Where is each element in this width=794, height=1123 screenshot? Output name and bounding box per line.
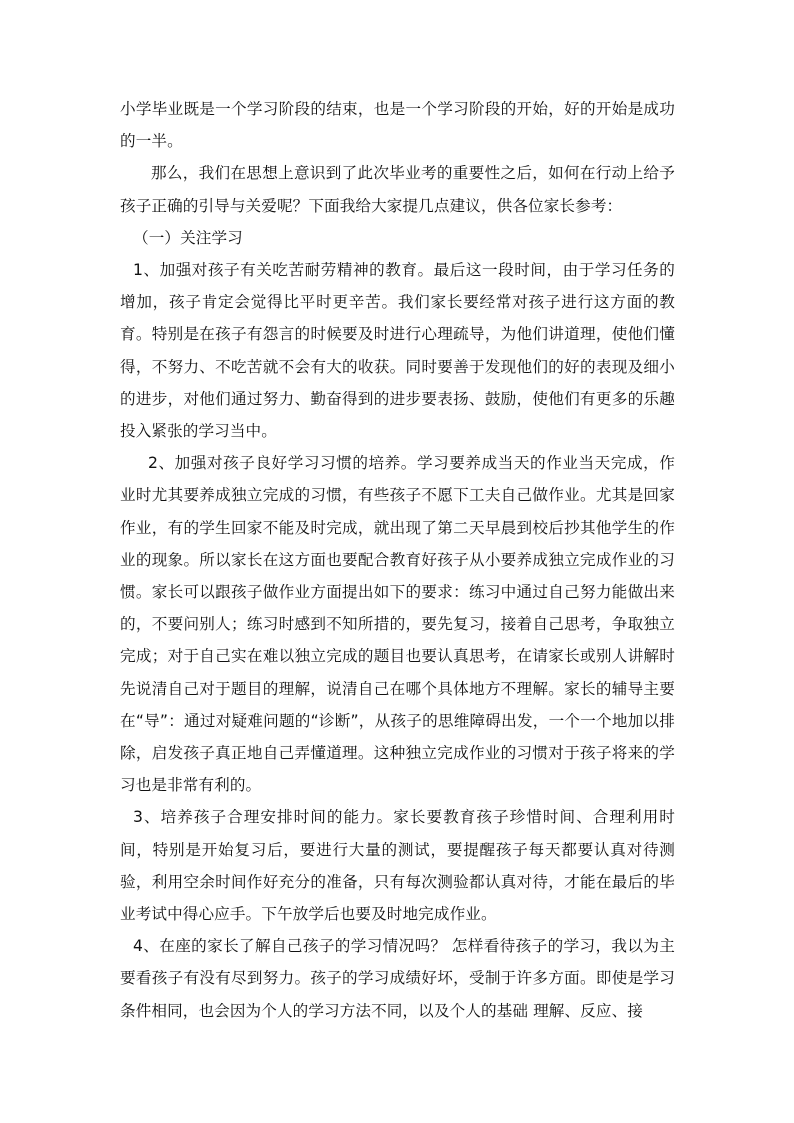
paragraph-point-4: 4、在座的家长了解自己孩子的学习情况吗？ 怎样看待孩子的学习，我以为主要看孩子有没有尽到努力。孩子的学习成绩好坏，受制于许多方面。即使是学习条件相同，也会因为个人的学习方法不同，以及个人的基础 理解、反应、接: [120, 937, 675, 1020]
paragraph-point-1: 1、加强对孩子有关吃苦耐劳精神的教育。最后这一段时间，由于学习任务的增加，孩子肯定会觉得比平时更辛苦。我们家长要经常对孩子进行这方面的教育。特别是在孩子有怨言的时候要及时进行心理疏导，为他们讲道理，使他们懂得，不努力、不吃苦就不会有大的收获。同时要善于发现他们的好的表现及细小的进步，对他们通过努力、勤奋得到的进步要表扬、鼓励，使他们有更多的乐趣投入紧张的学习当中。: [120, 261, 675, 441]
section-heading-focus-on-study: （一）关注学习: [133, 228, 243, 247]
document-body: [120, 93, 675, 1027]
paragraph-point-2: 2、加强对孩子良好学习习惯的培养。学习要养成当天的作业当天完成，作业时尤其要养成独立完成的习惯，有些孩子不愿下工夫自己做作业。尤其是回家作业，有的学生回家不能及时完成，就出现了第二天早晨到校后抄其他学生的作业的现象。所以家长在这方面也要配合教育好孩子从小要养成独立完成作业的习惯。家长可以跟孩子做作业方面提出如下的要求：练习中通过自己努力能做出来的，不要问别人；练习时感到不知所措的，要先复习，接着自己思考，争取独立完成；对于自己实在难以独立完成的题目也要认真思考，在请家长或别人讲解时先说清自己对于题目的理解，说清自己在哪个具体地方不理解。家长的辅导主要在“导”：通过对疑难问题的“诊断”，从孩子的思维障碍出发，一个一个地加以排除，启发孩子真正地自己弄懂道理。这种独立完成作业的习惯对于孩子将来的学习也是非常有利的。: [120, 454, 675, 795]
paragraph-intro-continuation: 小学毕业既是一个学习阶段的结束，也是一个学习阶段的开始，好的开始是成功的一半。: [120, 100, 675, 151]
paragraph-point-3: 3、培养孩子合理安排时间的能力。家长要教育孩子珍惜时间、合理利用时间，特别是开始复习后，要进行大量的测试，要提醒孩子每天都要认真对待测验，利用空余时间作好充分的准备，只有每次测验都认真对待，才能在最后的毕业考试中得心应手。下午放学后也要及时地完成作业。: [120, 808, 675, 924]
paragraph-advice-intro: 那么，我们在思想上意识到了此次毕业考的重要性之后，如何在行动上给予孩子正确的引导与关爱呢？下面我给大家提几点建议，供各位家长参考：: [120, 164, 675, 215]
